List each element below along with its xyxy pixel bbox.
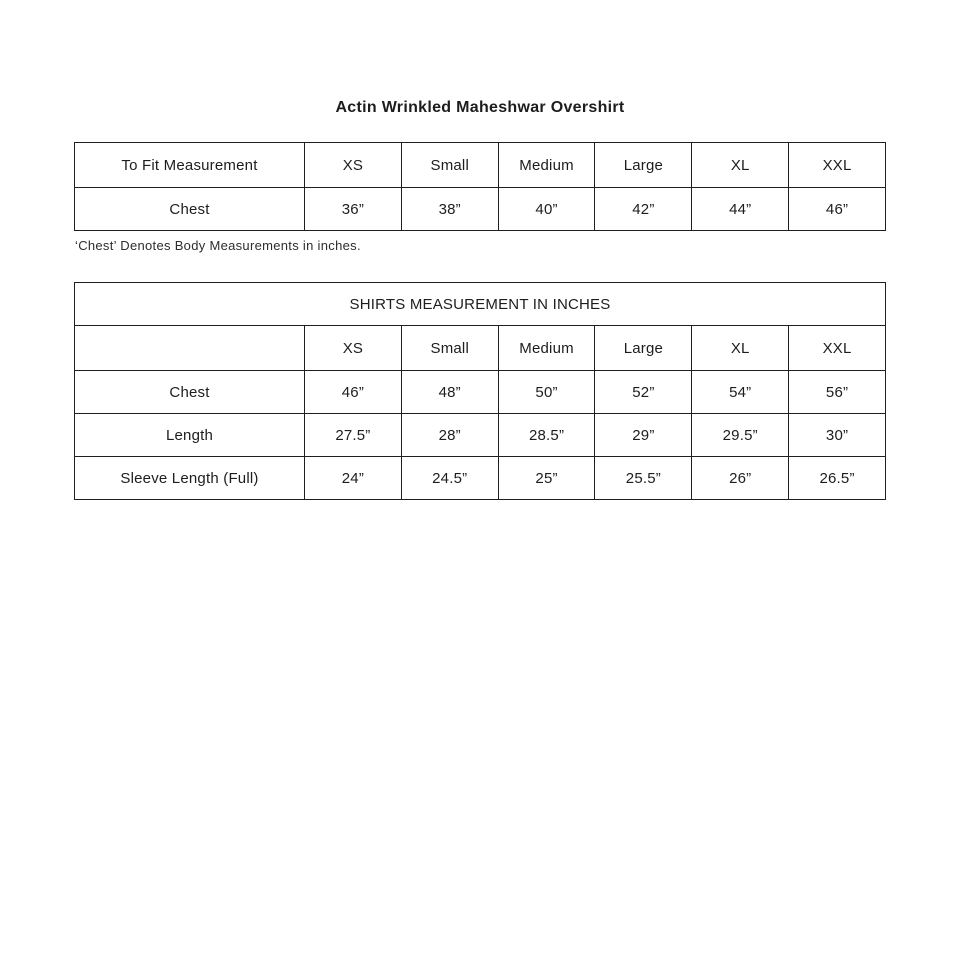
chest-value-xl: 54” — [692, 371, 789, 414]
shirts-table-length-row — [75, 414, 886, 457]
fit-measurement-header: To Fit Measurement — [75, 143, 305, 188]
sleeve-value-medium: 25” — [498, 457, 595, 500]
to-fit-measurement-table — [74, 142, 886, 231]
chest-value-small: 48” — [401, 371, 498, 414]
chest-value-xs: 36” — [305, 188, 402, 231]
chest-value-large: 42” — [595, 188, 692, 231]
length-value-large: 29” — [595, 414, 692, 457]
fit-table-header-row — [75, 143, 886, 188]
shirts-table-chest-row — [75, 371, 886, 414]
shirts-table-sleeve-row — [75, 457, 886, 500]
col-header-xl: XL — [692, 326, 789, 371]
row-label-sleeve-length: Sleeve Length (Full) — [75, 457, 305, 500]
shirts-table-caption-row — [75, 283, 886, 326]
row-label-chest: Chest — [75, 371, 305, 414]
empty-header-cell — [75, 326, 305, 371]
col-header-large: Large — [595, 326, 692, 371]
col-header-xxl: XXL — [789, 143, 886, 188]
row-label-length: Length — [75, 414, 305, 457]
chest-value-xl: 44” — [692, 188, 789, 231]
chest-value-large: 52” — [595, 371, 692, 414]
col-header-xs: XS — [305, 326, 402, 371]
size-chart-page — [74, 0, 886, 500]
length-value-xl: 29.5” — [692, 414, 789, 457]
chest-value-xs: 46” — [305, 371, 402, 414]
length-value-xxl: 30” — [789, 414, 886, 457]
sleeve-value-large: 25.5” — [595, 457, 692, 500]
shirts-table-caption: SHIRTS MEASUREMENT IN INCHES — [75, 283, 886, 326]
page-title: Actin Wrinkled Maheshwar Overshirt — [335, 99, 625, 116]
col-header-large: Large — [595, 143, 692, 188]
sleeve-value-xxl: 26.5” — [789, 457, 886, 500]
chest-value-small: 38” — [401, 188, 498, 231]
chest-note: ‘Chest’ Denotes Body Measurements in inches. — [75, 238, 361, 253]
col-header-medium: Medium — [498, 143, 595, 188]
length-value-xs: 27.5” — [305, 414, 402, 457]
sleeve-value-xs: 24” — [305, 457, 402, 500]
col-header-small: Small — [401, 143, 498, 188]
fit-table-chest-row — [75, 188, 886, 231]
col-header-small: Small — [401, 326, 498, 371]
length-value-medium: 28.5” — [498, 414, 595, 457]
sleeve-value-xl: 26” — [692, 457, 789, 500]
chest-value-medium: 40” — [498, 188, 595, 231]
row-label-chest: Chest — [75, 188, 305, 231]
sleeve-value-small: 24.5” — [401, 457, 498, 500]
shirts-measurement-table — [74, 282, 886, 500]
chest-value-medium: 50” — [498, 371, 595, 414]
shirts-table-header-row — [75, 326, 886, 371]
length-value-small: 28” — [401, 414, 498, 457]
col-header-xs: XS — [305, 143, 402, 188]
col-header-medium: Medium — [498, 326, 595, 371]
col-header-xl: XL — [692, 143, 789, 188]
col-header-xxl: XXL — [789, 326, 886, 371]
chest-value-xxl: 56” — [789, 371, 886, 414]
chest-value-xxl: 46” — [789, 188, 886, 231]
